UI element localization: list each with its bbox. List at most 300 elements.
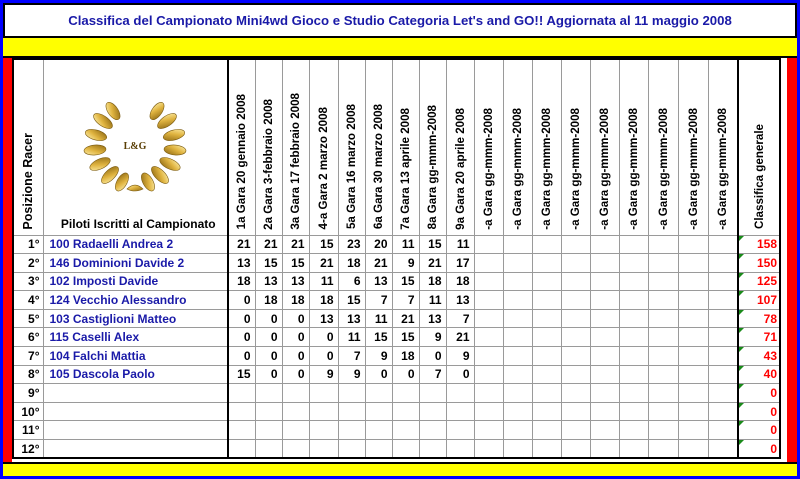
score-cell: 15	[392, 328, 419, 347]
score-cell	[561, 365, 590, 384]
score-cell: 21	[365, 254, 392, 273]
score-cell: 21	[228, 235, 255, 254]
score-cell	[532, 254, 561, 273]
position-cell: 5°	[13, 309, 43, 328]
score-cell	[648, 235, 678, 254]
standings-table	[12, 58, 781, 459]
score-cell: 7	[392, 291, 419, 310]
score-cell	[590, 272, 619, 291]
score-cell	[590, 421, 619, 440]
score-cell	[474, 365, 503, 384]
score-cell: 18	[392, 347, 419, 366]
total-points-cell: 43	[738, 347, 780, 366]
score-cell: 23	[338, 235, 365, 254]
score-cell	[503, 402, 532, 421]
position-cell: 4°	[13, 291, 43, 310]
position-cell: 3°	[13, 272, 43, 291]
race-header-label: 5a Gara 16 marzo 2008	[345, 104, 358, 230]
race-header-10	[474, 59, 503, 235]
score-cell	[392, 421, 419, 440]
table-row	[13, 384, 780, 403]
score-cell: 11	[392, 235, 419, 254]
score-cell	[503, 384, 532, 403]
score-cell	[619, 402, 648, 421]
score-cell	[648, 347, 678, 366]
score-cell	[419, 384, 446, 403]
score-cell	[590, 384, 619, 403]
race-header-16	[648, 59, 678, 235]
score-cell	[590, 347, 619, 366]
score-cell	[678, 235, 708, 254]
score-cell: 11	[365, 309, 392, 328]
score-cell	[503, 272, 532, 291]
score-cell: 0	[446, 365, 474, 384]
table-row	[13, 272, 780, 291]
race-header-17	[678, 59, 708, 235]
race-header-6	[365, 59, 392, 235]
score-cell	[228, 384, 255, 403]
total-points-cell: 71	[738, 328, 780, 347]
position-cell: 1°	[13, 235, 43, 254]
score-cell	[532, 272, 561, 291]
score-cell	[708, 254, 738, 273]
score-cell	[678, 440, 708, 459]
score-cell: 11	[338, 328, 365, 347]
score-cell	[503, 347, 532, 366]
score-cell: 0	[309, 328, 338, 347]
score-cell	[532, 291, 561, 310]
total-points-cell: 0	[738, 402, 780, 421]
score-cell	[446, 384, 474, 403]
score-cell	[590, 440, 619, 459]
score-cell: 13	[282, 272, 309, 291]
score-cell	[474, 328, 503, 347]
score-cell: 18	[338, 254, 365, 273]
score-cell: 7	[338, 347, 365, 366]
race-header-2	[255, 59, 282, 235]
score-cell: 0	[228, 291, 255, 310]
score-cell: 18	[255, 291, 282, 310]
score-cell	[282, 421, 309, 440]
race-header-label: 2a Gara 3-febbraio 2008	[262, 98, 275, 230]
pilots-header-label: Piloti Iscritti al Campionato	[60, 216, 216, 231]
score-cell	[474, 347, 503, 366]
pilot-name-cell: 104 Falchi Mattia	[43, 347, 228, 366]
score-cell	[255, 440, 282, 459]
score-cell	[648, 309, 678, 328]
score-cell	[282, 402, 309, 421]
score-cell: 20	[365, 235, 392, 254]
score-cell	[619, 272, 648, 291]
score-cell	[474, 421, 503, 440]
score-cell	[678, 365, 708, 384]
total-points-cell: 40	[738, 365, 780, 384]
score-cell: 0	[255, 365, 282, 384]
score-cell	[678, 254, 708, 273]
score-cell	[532, 365, 561, 384]
score-cell: 0	[255, 309, 282, 328]
position-cell: 12°	[13, 440, 43, 459]
score-cell: 15	[255, 254, 282, 273]
score-cell	[503, 440, 532, 459]
race-header-label: 6a Gara 30 marzo 2008	[372, 104, 385, 230]
score-cell: 7	[419, 365, 446, 384]
table-row	[13, 328, 780, 347]
score-cell	[338, 440, 365, 459]
bottom-yellow-band	[3, 462, 797, 476]
score-cell	[255, 402, 282, 421]
score-cell	[561, 402, 590, 421]
score-cell	[619, 291, 648, 310]
score-cell: 18	[309, 291, 338, 310]
page-title: Classifica del Campionato Mini4wd Gioco e Studio Categoria Let's and GO!! Aggiornata al 11 maggio 2008	[3, 3, 797, 38]
score-cell	[503, 421, 532, 440]
score-cell	[619, 254, 648, 273]
score-cell: 18	[446, 272, 474, 291]
race-header-9	[446, 59, 474, 235]
score-cell	[532, 402, 561, 421]
score-cell	[532, 347, 561, 366]
score-cell	[619, 235, 648, 254]
race-header-7	[392, 59, 419, 235]
score-cell: 0	[309, 347, 338, 366]
score-cell	[590, 254, 619, 273]
race-header-label: -a Gara gg-mmm-2008	[686, 107, 700, 230]
svg-text:L&G: L&G	[123, 140, 147, 152]
score-cell	[648, 384, 678, 403]
score-cell	[419, 402, 446, 421]
score-cell	[648, 254, 678, 273]
score-cell	[708, 347, 738, 366]
score-cell	[708, 384, 738, 403]
score-cell: 9	[446, 347, 474, 366]
score-cell	[561, 235, 590, 254]
score-cell	[708, 291, 738, 310]
score-cell: 11	[446, 235, 474, 254]
score-cell	[503, 254, 532, 273]
total-points-cell: 0	[738, 384, 780, 403]
score-cell	[678, 272, 708, 291]
score-cell	[590, 235, 619, 254]
score-cell	[309, 440, 338, 459]
table-row	[13, 402, 780, 421]
score-cell	[648, 291, 678, 310]
score-cell	[619, 421, 648, 440]
score-cell	[392, 402, 419, 421]
score-cell	[419, 440, 446, 459]
position-cell: 2°	[13, 254, 43, 273]
score-cell: 9	[419, 328, 446, 347]
score-cell	[561, 421, 590, 440]
score-cell	[678, 421, 708, 440]
score-cell	[619, 328, 648, 347]
score-cell: 11	[309, 272, 338, 291]
score-cell	[708, 272, 738, 291]
score-cell	[503, 365, 532, 384]
score-cell	[561, 328, 590, 347]
score-cell: 0	[282, 309, 309, 328]
score-cell: 15	[282, 254, 309, 273]
score-cell: 15	[365, 328, 392, 347]
score-cell	[309, 384, 338, 403]
race-header-label: -a Gara gg-mmm-2008	[569, 107, 582, 230]
score-cell: 15	[228, 365, 255, 384]
position-cell: 10°	[13, 402, 43, 421]
score-cell	[648, 328, 678, 347]
race-header-8	[419, 59, 446, 235]
score-cell	[503, 235, 532, 254]
score-cell	[561, 309, 590, 328]
score-cell	[503, 309, 532, 328]
score-cell: 15	[392, 272, 419, 291]
position-cell: 6°	[13, 328, 43, 347]
score-cell	[708, 421, 738, 440]
score-cell	[338, 402, 365, 421]
score-cell: 0	[228, 328, 255, 347]
position-header-label: Posizione Racer	[21, 132, 36, 230]
pilot-name-cell: 115 Caselli Alex	[43, 328, 228, 347]
score-cell	[228, 440, 255, 459]
race-header-label: -a Gara gg-mmm-2008	[656, 107, 670, 230]
total-points-cell: 150	[738, 254, 780, 273]
score-cell	[474, 291, 503, 310]
score-cell	[392, 384, 419, 403]
score-cell	[708, 309, 738, 328]
total-points-cell: 78	[738, 309, 780, 328]
score-cell	[678, 309, 708, 328]
score-cell: 0	[228, 309, 255, 328]
score-cell	[392, 440, 419, 459]
score-cell	[474, 440, 503, 459]
score-cell	[532, 440, 561, 459]
score-cell	[474, 254, 503, 273]
score-cell	[255, 384, 282, 403]
score-cell	[446, 440, 474, 459]
score-cell: 13	[446, 291, 474, 310]
score-cell	[678, 328, 708, 347]
race-header-label: 7a Gara 13 aprile 2008	[399, 107, 412, 230]
score-cell: 21	[255, 235, 282, 254]
table-row	[13, 347, 780, 366]
table-row	[13, 440, 780, 459]
race-header-18	[708, 59, 738, 235]
score-cell	[228, 402, 255, 421]
race-header-label: -a Gara gg-mmm-2008	[598, 107, 611, 230]
pilot-name-cell: 102 Imposti Davide	[43, 272, 228, 291]
score-cell: 13	[309, 309, 338, 328]
score-cell: 0	[282, 328, 309, 347]
score-cell	[708, 328, 738, 347]
score-cell	[590, 328, 619, 347]
score-cell	[561, 272, 590, 291]
score-cell	[678, 384, 708, 403]
score-cell	[619, 440, 648, 459]
score-cell	[590, 365, 619, 384]
score-cell	[228, 421, 255, 440]
score-cell: 21	[446, 328, 474, 347]
score-cell: 0	[255, 328, 282, 347]
race-header-label: -a Gara gg-mmm-2008	[511, 107, 524, 230]
score-cell	[619, 365, 648, 384]
score-cell	[365, 440, 392, 459]
score-cell	[561, 291, 590, 310]
race-header-14	[590, 59, 619, 235]
score-cell	[708, 235, 738, 254]
position-cell: 8°	[13, 365, 43, 384]
score-cell	[338, 384, 365, 403]
score-cell	[708, 440, 738, 459]
table-row	[13, 254, 780, 273]
score-cell	[282, 384, 309, 403]
total-points-cell: 0	[738, 440, 780, 459]
score-cell	[255, 421, 282, 440]
score-cell	[678, 402, 708, 421]
laurel-wreath-logo	[83, 97, 187, 195]
score-cell	[648, 272, 678, 291]
score-cell: 13	[419, 309, 446, 328]
position-cell: 7°	[13, 347, 43, 366]
score-cell	[365, 402, 392, 421]
score-cell: 0	[282, 365, 309, 384]
race-header-13	[561, 59, 590, 235]
score-cell: 21	[309, 254, 338, 273]
position-header	[13, 59, 43, 235]
total-points-cell: 158	[738, 235, 780, 254]
score-cell	[561, 347, 590, 366]
score-cell	[503, 291, 532, 310]
score-cell	[532, 384, 561, 403]
pilot-name-cell	[43, 402, 228, 421]
score-cell	[474, 309, 503, 328]
score-cell	[365, 421, 392, 440]
pilot-name-cell	[43, 384, 228, 403]
score-cell: 9	[309, 365, 338, 384]
score-cell	[532, 235, 561, 254]
race-header-12	[532, 59, 561, 235]
score-cell	[474, 384, 503, 403]
score-cell	[474, 272, 503, 291]
score-cell: 0	[228, 347, 255, 366]
score-cell: 0	[419, 347, 446, 366]
score-cell: 13	[365, 272, 392, 291]
score-cell	[532, 309, 561, 328]
score-cell	[365, 384, 392, 403]
score-cell	[338, 421, 365, 440]
table-row	[13, 235, 780, 254]
right-red-band	[787, 58, 797, 463]
score-cell: 0	[255, 347, 282, 366]
score-cell: 7	[446, 309, 474, 328]
score-cell: 21	[419, 254, 446, 273]
score-cell	[474, 235, 503, 254]
score-cell	[590, 309, 619, 328]
pilot-name-cell: 146 Dominioni Davide 2	[43, 254, 228, 273]
left-red-band	[3, 58, 12, 463]
score-cell	[648, 365, 678, 384]
score-cell: 21	[282, 235, 309, 254]
race-header-label: -a Gara gg-mmm-2008	[716, 107, 730, 230]
score-cell	[561, 254, 590, 273]
score-cell	[648, 421, 678, 440]
score-cell: 15	[309, 235, 338, 254]
race-header-label: 3a Gara 17 febbraio 2008	[289, 92, 302, 230]
score-cell	[561, 384, 590, 403]
total-points-cell: 0	[738, 421, 780, 440]
score-cell: 0	[392, 365, 419, 384]
score-cell: 13	[228, 254, 255, 273]
race-header-label: 8a Gara gg-mmm-2008	[426, 105, 439, 230]
score-cell	[678, 347, 708, 366]
table-row	[13, 309, 780, 328]
score-cell	[708, 402, 738, 421]
score-cell: 13	[338, 309, 365, 328]
pilot-name-cell: 105 Dascola Paolo	[43, 365, 228, 384]
pilot-name-cell: 100 Radaelli Andrea 2	[43, 235, 228, 254]
score-cell: 21	[392, 309, 419, 328]
race-header-label: 9a Gara 20 aprile 2008	[453, 107, 467, 230]
pilot-name-cell: 124 Vecchio Alessandro	[43, 291, 228, 310]
score-cell	[474, 402, 503, 421]
table-row	[13, 421, 780, 440]
position-cell: 9°	[13, 384, 43, 403]
score-cell	[590, 291, 619, 310]
score-cell	[446, 421, 474, 440]
pilot-name-cell	[43, 421, 228, 440]
header-row	[13, 59, 780, 235]
score-cell: 15	[419, 235, 446, 254]
score-cell	[446, 402, 474, 421]
score-cell: 6	[338, 272, 365, 291]
score-cell: 18	[419, 272, 446, 291]
score-cell: 9	[365, 347, 392, 366]
score-cell	[648, 402, 678, 421]
table-row	[13, 291, 780, 310]
score-cell: 0	[282, 347, 309, 366]
score-cell	[619, 309, 648, 328]
score-cell	[619, 384, 648, 403]
race-header-1	[228, 59, 255, 235]
top-yellow-band	[3, 38, 797, 58]
race-header-label: 4-a Gara 2 marzo 2008	[317, 107, 330, 230]
score-cell: 18	[228, 272, 255, 291]
score-cell	[532, 328, 561, 347]
score-cell	[590, 402, 619, 421]
score-cell: 0	[365, 365, 392, 384]
pilot-name-cell	[43, 440, 228, 459]
race-header-label: -a Gara gg-mmm-2008	[627, 107, 640, 230]
race-header-15	[619, 59, 648, 235]
score-cell: 7	[365, 291, 392, 310]
score-cell	[532, 421, 561, 440]
score-cell	[708, 365, 738, 384]
total-points-cell: 125	[738, 272, 780, 291]
score-cell	[619, 347, 648, 366]
race-header-5	[338, 59, 365, 235]
score-cell: 9	[392, 254, 419, 273]
score-cell	[309, 421, 338, 440]
score-cell: 9	[338, 365, 365, 384]
score-cell: 18	[282, 291, 309, 310]
table-row	[13, 365, 780, 384]
total-points-cell: 107	[738, 291, 780, 310]
position-cell: 11°	[13, 421, 43, 440]
score-cell	[503, 328, 532, 347]
score-cell	[561, 440, 590, 459]
score-cell	[648, 440, 678, 459]
score-cell: 17	[446, 254, 474, 273]
race-header-3	[282, 59, 309, 235]
score-cell	[282, 440, 309, 459]
